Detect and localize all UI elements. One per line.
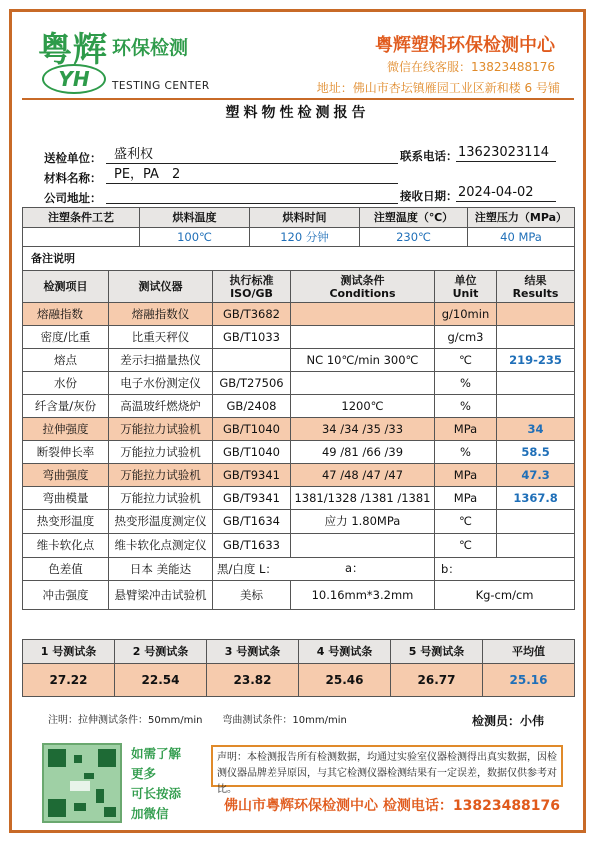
test-item: 维卡软化点 xyxy=(23,534,109,558)
test-standard: GB/T1633 xyxy=(213,534,291,558)
test-instrument: 电子水份测定仪 xyxy=(109,372,213,395)
process-header-dry-temp: 烘料温度 xyxy=(140,208,250,228)
header-result xyxy=(497,271,575,303)
date-label: 接收日期： xyxy=(400,189,458,203)
test-result xyxy=(497,326,575,349)
color-a: a： xyxy=(345,561,364,575)
test-conditions xyxy=(291,303,435,326)
yh-logo: YH xyxy=(42,64,106,94)
summary-value-row xyxy=(23,664,575,697)
center-name: 粤辉塑料环保检测中心 xyxy=(375,35,555,56)
test-row xyxy=(23,464,575,487)
test-standard: GB/T9341 xyxy=(213,464,291,487)
header-standard xyxy=(213,271,291,303)
wechat-qr-code[interactable] xyxy=(42,743,122,823)
impact-conditions: 10.16mm*3.2mm xyxy=(291,581,435,610)
test-standard: GB/T3682 xyxy=(213,303,291,326)
test-unit: % xyxy=(435,372,497,395)
process-value: 230℃ xyxy=(360,228,468,247)
test-result: 34 xyxy=(497,418,575,441)
summary-header: 1 号测试条 xyxy=(23,640,115,664)
summary-header: 4 号测试条 xyxy=(299,640,391,664)
impact-row xyxy=(23,581,575,610)
test-unit: ℃ xyxy=(435,534,497,558)
test-result xyxy=(497,372,575,395)
header-cond-l2: Conditions xyxy=(329,286,396,300)
test-unit: ℃ xyxy=(435,510,497,534)
header-result-l2: Results xyxy=(512,286,559,300)
test-conditions-note: 注明：拉伸测试条件：50mm/min 弯曲测试条件：10mm/min xyxy=(48,715,347,726)
summary-value: 22.54 xyxy=(115,664,207,697)
header-instrument: 测试仪器 xyxy=(109,271,213,303)
summary-average: 25.16 xyxy=(483,664,575,697)
test-unit: % xyxy=(435,395,497,418)
summary-header: 2 号测试条 xyxy=(115,640,207,664)
qr-text-line: 更多 xyxy=(131,766,157,781)
header-standard-l2: ISO/GB xyxy=(230,286,273,300)
test-conditions xyxy=(291,326,435,349)
testing-center-label: TESTING CENTER xyxy=(112,80,210,92)
test-instrument: 熔融指数仪 xyxy=(109,303,213,326)
test-result: 219-235 xyxy=(497,349,575,372)
test-conditions: 34 /34 /35 /33 xyxy=(291,418,435,441)
color-bw-cell xyxy=(213,558,435,581)
test-conditions: 49 /81 /66 /39 xyxy=(291,441,435,464)
test-conditions: 应力 1.80MPa xyxy=(291,510,435,534)
test-item: 纤含量/灰份 xyxy=(23,395,109,418)
header-cond-l1: 测试条件 xyxy=(340,273,385,287)
test-conditions: 1200℃ xyxy=(291,395,435,418)
process-value: 120 分钟 xyxy=(250,228,360,247)
test-unit: ℃ xyxy=(435,349,497,372)
header-unit xyxy=(435,271,497,303)
header-result-l1: 结果 xyxy=(524,273,547,287)
test-unit: g/10min xyxy=(435,303,497,326)
test-result xyxy=(497,534,575,558)
qr-text-line: 加微信 xyxy=(131,806,169,821)
summary-value: 25.46 xyxy=(299,664,391,697)
remarks-label: 备注说明 xyxy=(23,247,575,271)
summary-header-row xyxy=(23,640,575,664)
qr-text-line: 如需了解 xyxy=(131,746,182,761)
process-header-dry-time: 烘料时间 xyxy=(250,208,360,228)
disclaimer: 声明：本检测报告所有检测数据，均通过实验室仪器检测得出真实数据，因检测仪器品牌差异原因，与其它检测仪器检测结果有一定误差，数据仅供参考对比。 xyxy=(211,745,563,787)
test-conditions: 1381/1328 /1381 /1381 xyxy=(291,487,435,510)
test-item: 密度/比重 xyxy=(23,326,109,349)
impact-standard: 美标 xyxy=(213,581,291,610)
tests-table xyxy=(22,246,575,610)
test-standard: GB/T1040 xyxy=(213,441,291,464)
test-standard: GB/T1634 xyxy=(213,510,291,534)
phone-label: 联系电话： xyxy=(400,149,458,163)
qr-text-line: 可长按添 xyxy=(131,786,182,801)
summary-value: 23.82 xyxy=(207,664,299,697)
test-row xyxy=(23,441,575,464)
test-unit: MPa xyxy=(435,464,497,487)
remarks-row xyxy=(23,247,575,271)
summary-table xyxy=(22,639,575,697)
logo-text: 粤辉 xyxy=(38,30,108,70)
test-row xyxy=(23,349,575,372)
header-conditions xyxy=(291,271,435,303)
color-bw: 黑/白度 L： xyxy=(217,561,277,576)
test-instrument: 万能拉力试验机 xyxy=(109,464,213,487)
impact-unit: Kg-cm/cm xyxy=(435,581,575,610)
test-standard: GB/2408 xyxy=(213,395,291,418)
test-standard: GB/T9341 xyxy=(213,487,291,510)
logo-subtext: 环保检测 xyxy=(112,37,189,59)
test-result xyxy=(497,510,575,534)
test-unit: MPa xyxy=(435,418,497,441)
test-row xyxy=(23,418,575,441)
tests-header-row xyxy=(23,271,575,303)
test-result xyxy=(497,395,575,418)
test-item: 弯曲模量 xyxy=(23,487,109,510)
summary-header: 3 号测试条 xyxy=(207,640,299,664)
footer-contact: 佛山市粤辉环保检测中心 检测电话：13823488176 xyxy=(224,798,561,814)
test-instrument: 差示扫描量热仪 xyxy=(109,349,213,372)
process-value: 100℃ xyxy=(140,228,250,247)
process-value-row xyxy=(23,228,575,247)
report-title: 塑料物性检测报告 xyxy=(225,105,370,121)
test-instrument: 维卡软化点测定仪 xyxy=(109,534,213,558)
test-instrument: 热变形温度测定仪 xyxy=(109,510,213,534)
test-conditions: 47 /48 /47 /47 xyxy=(291,464,435,487)
summary-value: 27.22 xyxy=(23,664,115,697)
test-item: 弯曲强度 xyxy=(23,464,109,487)
test-item: 热变形温度 xyxy=(23,510,109,534)
test-conditions xyxy=(291,534,435,558)
material-value: PE，PA 2 xyxy=(106,167,398,184)
wechat-contact: 微信在线客服：13823488176 xyxy=(387,60,555,74)
test-result: 58.5 xyxy=(497,441,575,464)
test-conditions: NC 10℃/min 300℃ xyxy=(291,349,435,372)
test-item: 拉伸强度 xyxy=(23,418,109,441)
impact-instrument: 悬臂梁冲击试验机 xyxy=(109,581,213,610)
test-row xyxy=(23,395,575,418)
test-standard: GB/T1040 xyxy=(213,418,291,441)
process-header-row xyxy=(23,208,575,228)
date-value: 2024-04-02 xyxy=(456,185,556,202)
header-standard-l1: 执行标准 xyxy=(229,273,274,287)
address: 地址：佛山市杏坛镇雁园工业区新和楼 6 号铺 xyxy=(316,81,560,95)
test-row xyxy=(23,326,575,349)
process-header-pressure: 注塑压力（MPa） xyxy=(468,208,575,228)
test-instrument: 比重天秤仪 xyxy=(109,326,213,349)
process-header-mold-temp: 注塑温度（℃） xyxy=(360,208,468,228)
color-instrument: 日本 美能达 xyxy=(109,558,213,581)
impact-item: 冲击强度 xyxy=(23,581,109,610)
test-row xyxy=(23,303,575,326)
header-divider xyxy=(22,98,574,100)
process-value xyxy=(23,228,140,247)
test-item: 熔融指数 xyxy=(23,303,109,326)
test-row xyxy=(23,372,575,395)
test-unit: g/cm3 xyxy=(435,326,497,349)
company-label: 公司地址： xyxy=(44,191,102,205)
test-standard: GB/T27506 xyxy=(213,372,291,395)
test-row xyxy=(23,534,575,558)
test-instrument: 万能拉力试验机 xyxy=(109,487,213,510)
header-unit-l1: 单位 xyxy=(454,273,477,287)
test-standard: GB/T1033 xyxy=(213,326,291,349)
test-result: 47.3 xyxy=(497,464,575,487)
color-item: 色差值 xyxy=(23,558,109,581)
color-row xyxy=(23,558,575,581)
test-row xyxy=(23,510,575,534)
process-header-method: 注塑条件工艺 xyxy=(23,208,140,228)
sender-value: 盛利权 xyxy=(106,147,398,164)
inspector: 检测员：小伟 xyxy=(472,714,545,728)
header-unit-l2: Unit xyxy=(452,286,479,300)
test-result: 1367.8 xyxy=(497,487,575,510)
sender-label: 送检单位： xyxy=(44,151,102,165)
test-item: 水份 xyxy=(23,372,109,395)
summary-header: 5 号测试条 xyxy=(391,640,483,664)
company-value xyxy=(106,187,398,204)
test-item: 断裂伸长率 xyxy=(23,441,109,464)
test-item: 熔点 xyxy=(23,349,109,372)
test-instrument: 万能拉力试验机 xyxy=(109,441,213,464)
test-unit: % xyxy=(435,441,497,464)
test-row xyxy=(23,487,575,510)
test-standard xyxy=(213,349,291,372)
process-value: 40 MPa xyxy=(468,228,575,247)
phone-value: 13623023114 xyxy=(456,145,556,162)
color-b: b： xyxy=(435,558,575,581)
material-label: 材料名称： xyxy=(44,171,102,185)
test-conditions xyxy=(291,372,435,395)
header-item: 检测项目 xyxy=(23,271,109,303)
summary-value: 26.77 xyxy=(391,664,483,697)
test-unit: MPa xyxy=(435,487,497,510)
summary-header: 平均值 xyxy=(483,640,575,664)
test-result xyxy=(497,303,575,326)
test-instrument: 万能拉力试验机 xyxy=(109,418,213,441)
process-table xyxy=(22,207,575,247)
test-instrument: 高温玻纤燃烧炉 xyxy=(109,395,213,418)
